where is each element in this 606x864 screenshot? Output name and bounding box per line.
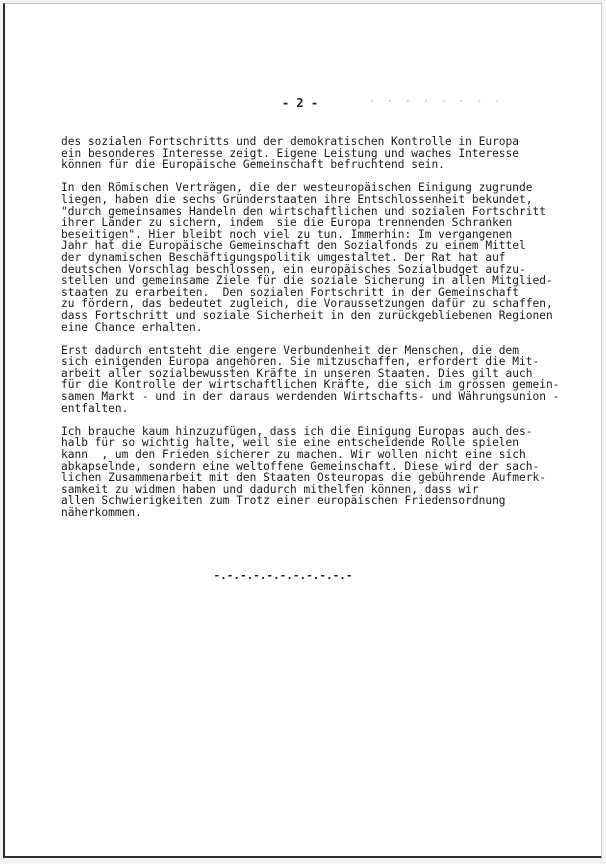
text-line: beseitigen". Hier bleibt noch viel zu tun. Immerhin: Im vergangenen: [61, 227, 513, 241]
page-number: - 2 -: [281, 96, 319, 110]
paragraph-1: [61, 136, 601, 171]
text-line: näherkommen.: [61, 506, 142, 519]
text-line: kann , um den Frieden sicherer zu machen. Wir wollen nicht eine sich: [61, 448, 526, 462]
text-line: "durch gemeinsames Handeln den wirtschaftlichen und sozialen Fortschritt: [61, 204, 546, 218]
text-line: In den Römischen Verträgen, die der westeuropäischen Einigung zugrunde: [61, 181, 533, 195]
text-line: samkeit zu widmen haben und dadurch mithelfen können, dass wir: [61, 482, 479, 496]
paragraph-4: [61, 426, 601, 519]
text-line: arbeit aller sozialbewussten Kräfte in unseren Staaten. Dies gilt auch: [61, 366, 533, 380]
text-line: staaten zu erarbeiten. Den sozialen Fortschritt in der Gemeinschaft: [61, 285, 520, 299]
text-line: Ich brauche kaum hinzuzufügen, dass ich die Einigung Europas auch des-: [61, 424, 533, 438]
text-line: entfalten.: [61, 401, 129, 415]
text-line: der dynamischen Beschäftigungspolitik umgestaltet. Der Rat hat auf: [61, 250, 506, 264]
paragraph-2: [61, 182, 601, 333]
text-line: lichen Zusammenarbeit mit den Staaten Osteuropas die gebührende Aufmerk-: [61, 471, 546, 485]
text-line: des sozialen Fortschritts und der demokratischen Kontrolle in Europa: [61, 135, 520, 148]
paragraph-3: [61, 345, 601, 415]
text-line: ein besonderes Interesse zeigt. Eigene Leistung und waches Interesse: [61, 146, 520, 160]
document-body: [61, 136, 601, 530]
text-line: halb für so wichtig halte, weil sie eine entscheidende Rolle spielen: [61, 436, 520, 450]
text-line: Erst dadurch entsteht die engere Verbundenheit der Menschen, die dem: [61, 343, 520, 357]
text-line: für die Kontrolle der wirtschaftlichen Kräfte, die sich im grossen gemein-: [61, 378, 560, 392]
text-line: stellen und gemeinsame Ziele für die soziale Sicherung in allen Mitglied-: [61, 274, 553, 288]
text-line: sich einigenden Europa angehören. Sie mitzuschaffen, erfordert die Mit-: [61, 355, 540, 369]
text-line: abkapselnde, sondern eine weltoffene Gemeinschaft. Diese wird der sach-: [61, 459, 540, 473]
text-line: allen Schwierigkeiten zum Trotz einer europäischen Friedensordnung: [61, 494, 506, 508]
text-line: liegen, haben die sechs Gründerstaaten ihre Entschlossenheit bekundet,: [61, 192, 533, 206]
text-line: können für die Europäische Gemeinschaft befruchtend sein.: [61, 158, 445, 172]
end-separator: -.-.-.-.-.-.-.-.-.-.-: [213, 569, 353, 582]
text-line: dass Fortschritt und soziale Sicherheit in den zurückgebliebenen Regionen: [61, 308, 553, 322]
text-line: Jahr hat die Europäische Gemeinschaft den Sozialfonds zu einem Mittel: [61, 239, 526, 253]
text-line: samen Markt - und in der daraus werdenden Wirtschafts- und Währungsunion -: [61, 390, 560, 404]
text-line: eine Chance erhalten.: [61, 320, 203, 334]
text-line: ihrer Länder zu sichern, indem sie die Europa trennenden Schranken: [61, 216, 513, 230]
text-line: deutschen Vorschlag beschlossen, ein europäisches Sozialbudget aufzu-: [61, 262, 526, 276]
text-line: zu fördern, das bedeutet zugleich, die Voraussetzungen dafür zu schaffen,: [61, 297, 553, 311]
bleed-through-shadow: · · · · · · · ·: [368, 94, 502, 110]
